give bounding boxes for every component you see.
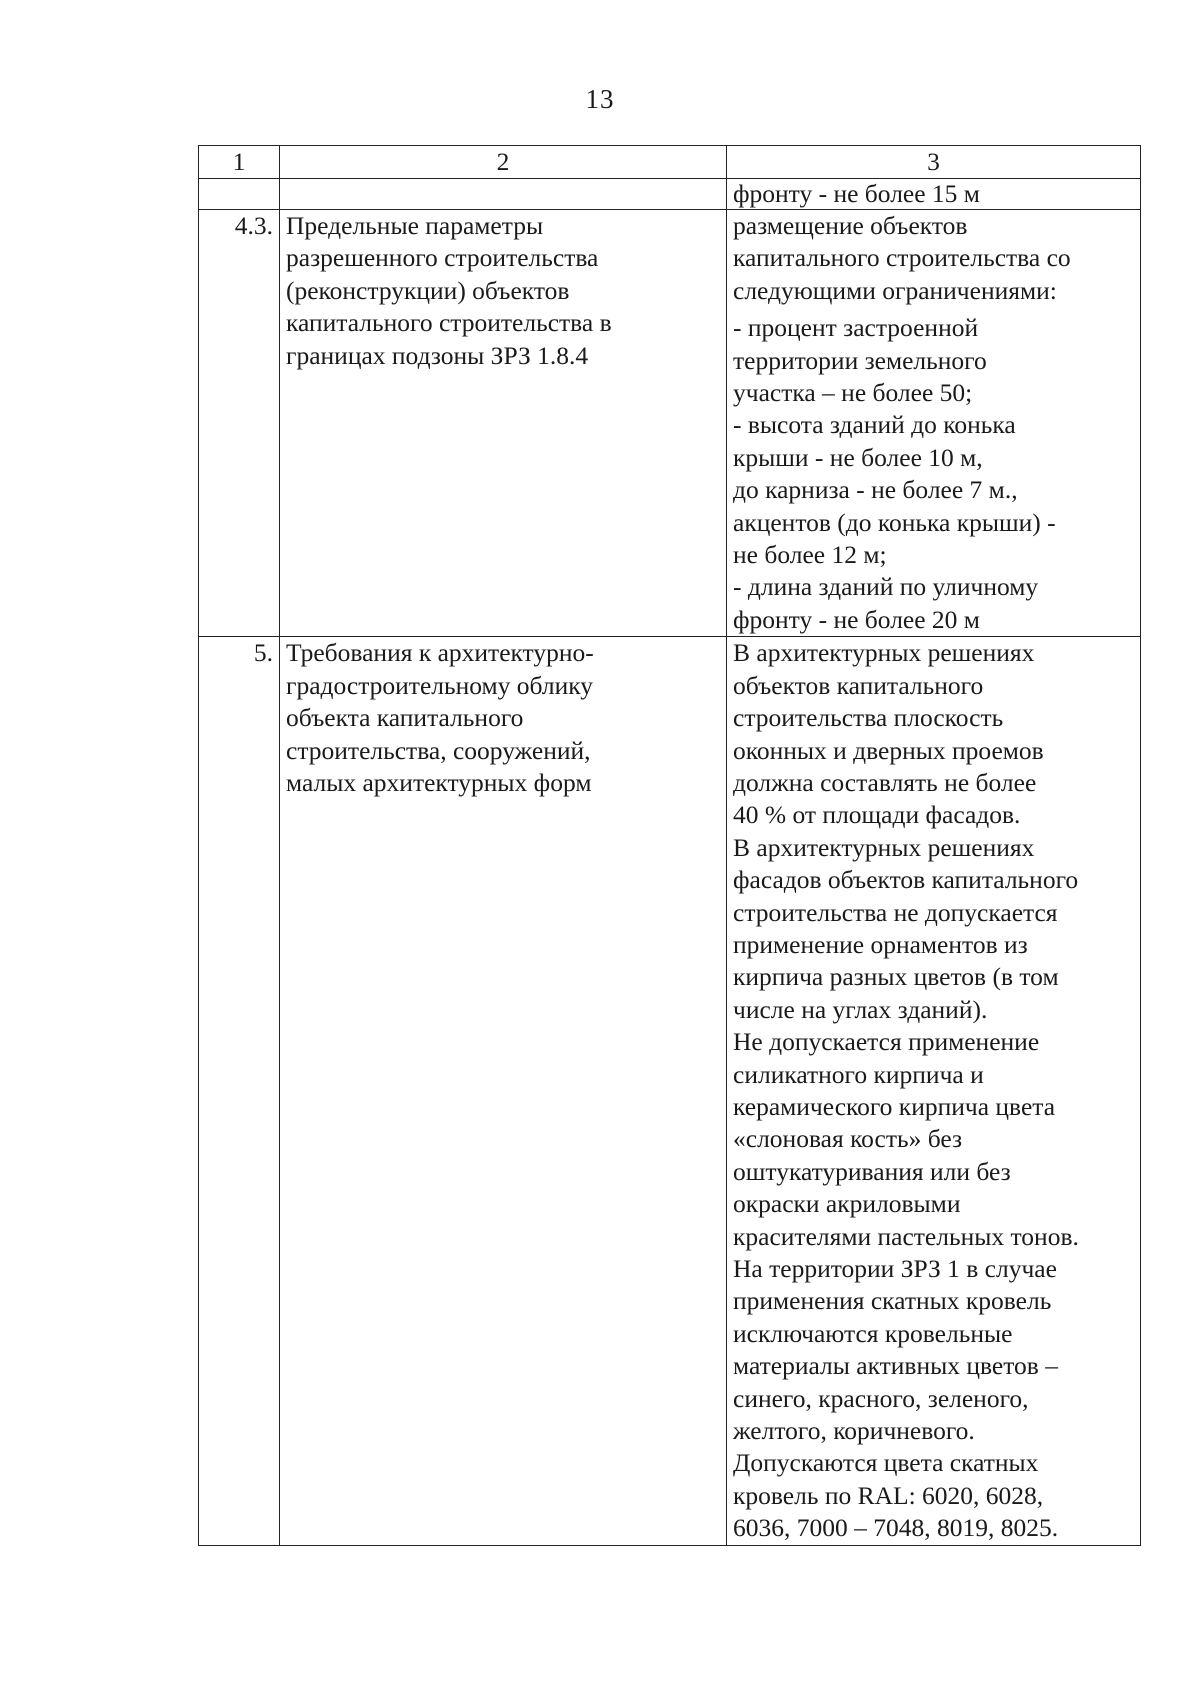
table-row-continuation: [199, 179, 1141, 210]
row-desc-line: керамического кирпича цвета: [733, 1091, 1056, 1121]
continuation-title: [280, 179, 727, 210]
row-title-line: (реконструкции) объектов: [286, 275, 570, 305]
row-title-line: строительства, сооружений,: [286, 735, 591, 765]
header-col-2: 2: [280, 146, 727, 179]
row-desc-line: - высота зданий до конька: [733, 410, 1016, 440]
row-desc-line: акцентов (до конька крыши) -: [733, 507, 1056, 537]
row-desc-line: капитального строительства со: [733, 243, 1071, 273]
row-desc-line: 40 % от площади фасадов.: [733, 800, 1021, 830]
row-desc-line: участка – не более 50;: [733, 378, 973, 408]
row-desc-line: материалы активных цветов –: [733, 1351, 1058, 1381]
row-desc-line: окраски акриловыми: [733, 1189, 961, 1219]
row-number: 5.: [199, 637, 280, 1545]
row-title-line: Предельные параметры: [286, 211, 544, 240]
row-desc-line: красителями пастельных тонов.: [733, 1221, 1079, 1251]
header-col-3: 3: [727, 146, 1141, 179]
row-desc-line: - длина зданий по уличному: [733, 572, 1039, 602]
row-desc-line: размещение объектов: [733, 211, 968, 240]
continuation-num: [199, 179, 280, 210]
table-header-row: [199, 146, 1141, 179]
requirements-table: [198, 145, 1141, 1546]
row-description: [727, 210, 1141, 637]
row-desc-line: желтого, коричневого.: [733, 1416, 975, 1446]
row-title: [280, 210, 727, 637]
row-desc-line: строительства плоскость: [733, 703, 1004, 733]
row-desc-line: В архитектурных решениях: [733, 638, 1035, 668]
row-desc-line: Допускаются цвета скатных: [733, 1448, 1039, 1478]
row-desc-line: до карниза - не более 7 м.,: [733, 475, 1018, 505]
row-title-line: градостроительному облику: [286, 670, 594, 700]
row-desc-line: кровель по RAL: 6020, 6028,: [733, 1480, 1044, 1510]
row-desc-line: строительства не допускается: [733, 897, 1058, 927]
row-desc-line: фасадов объектов капитального: [733, 865, 1079, 895]
row-desc-line: исключаются кровельные: [733, 1318, 1013, 1348]
continuation-text: фронту - не более 15 м: [727, 179, 1141, 210]
row-title-line: капитального строительства в: [286, 308, 612, 338]
row-desc-line: территории земельного: [733, 345, 987, 375]
row-title-line: Требования к архитектурно-: [286, 638, 594, 668]
row-title-line: объекта капитального: [286, 703, 524, 733]
row-desc-line: силикатного кирпича и: [733, 1059, 984, 1089]
row-desc-line: оконных и дверных проемов: [733, 735, 1044, 765]
row-title-line: малых архитектурных форм: [286, 767, 592, 797]
row-desc-line: кирпича разных цветов (в том: [733, 962, 1059, 992]
row-desc-line: применения скатных кровель: [733, 1286, 1052, 1316]
row-desc-line: оштукатуривания или без: [733, 1156, 1011, 1186]
row-desc-line: числе на углах зданий).: [733, 994, 988, 1024]
table-row: [199, 210, 1141, 637]
row-title-line: разрешенного строительства: [286, 243, 599, 273]
row-desc-line: фронту - не более 20 м: [733, 604, 980, 634]
row-desc-line: - процент застроенной: [733, 313, 979, 343]
table-row: [199, 637, 1141, 1545]
row-desc-line: В архитектурных решениях: [733, 832, 1035, 862]
row-desc-line: Не допускается применение: [733, 1027, 1040, 1057]
row-desc-line: 6036, 7000 – 7048, 8019, 8025.: [733, 1513, 1059, 1543]
row-desc-line: синего, красного, зеленого,: [733, 1383, 1029, 1413]
row-description: [727, 637, 1141, 1545]
row-title-line: границах подзоны ЗРЗ 1.8.4: [286, 340, 589, 370]
row-desc-line: должна составлять не более: [733, 767, 1037, 797]
header-col-1: 1: [199, 146, 280, 179]
row-desc-line: объектов капитального: [733, 670, 984, 700]
row-number: 4.3.: [199, 210, 280, 637]
row-desc-line: «слоновая кость» без: [733, 1124, 963, 1154]
row-title: [280, 637, 727, 1545]
row-desc-line: На территории ЗРЗ 1 в случае: [733, 1254, 1057, 1283]
page-number: 13: [585, 84, 615, 114]
row-desc-line: не более 12 м;: [733, 540, 887, 570]
row-desc-line: крыши - не более 10 м,: [733, 442, 983, 472]
row-desc-line: следующими ограничениями:: [733, 275, 1057, 305]
row-desc-line: применение орнаментов из: [733, 929, 1028, 959]
